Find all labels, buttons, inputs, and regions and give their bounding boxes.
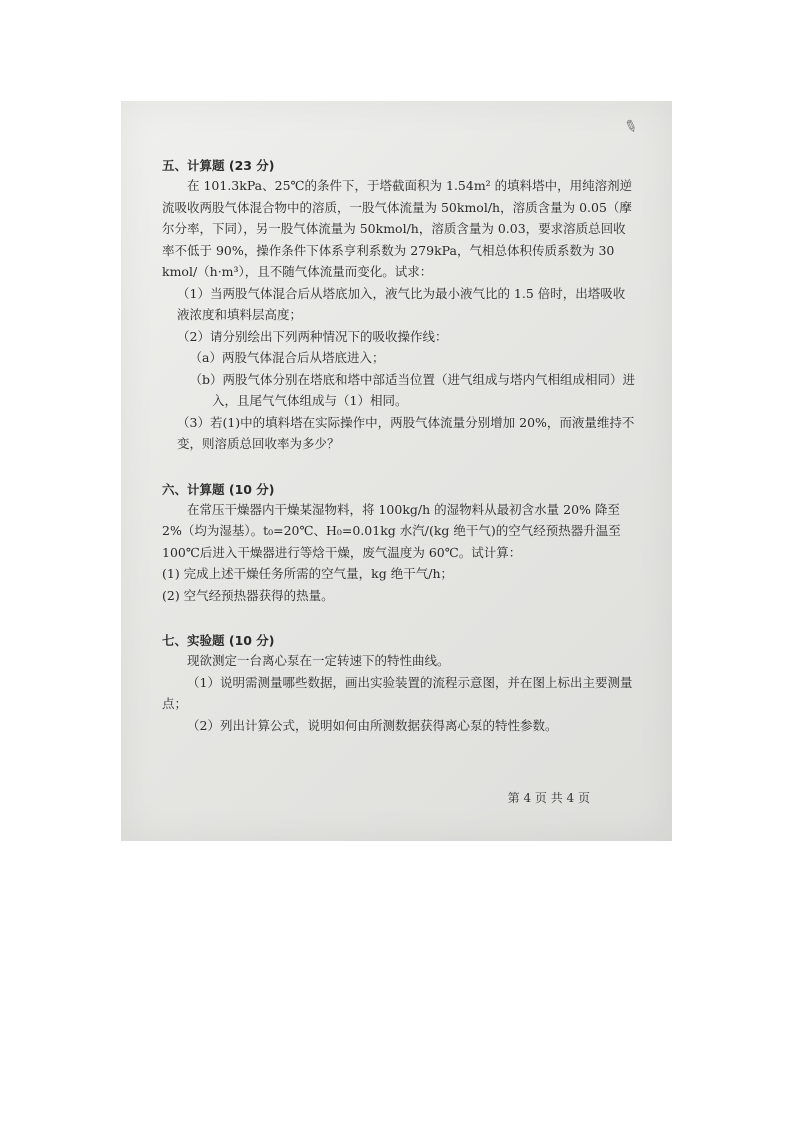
- section-6-question-2: (2) 空气经预热器获得的热量。: [162, 587, 334, 603]
- section-5-question-1: （1）当两股气体混合后从塔底加入，液气比为最小液气比的 1.5 倍时，出塔吸收液浓度和填料层高度；: [177, 285, 626, 322]
- page-number: 第 4 页 共 4 页: [507, 791, 590, 805]
- section-7-question-1: （1）说明需测量哪些数据，画出实验装置的流程示意图，并在图上标出主要测量点；: [162, 674, 633, 711]
- spacer: [162, 455, 637, 481]
- section-7: [162, 632, 637, 736]
- section-7-intro: 现欲测定一台离心泵在一定转速下的特性曲线。: [187, 653, 450, 668]
- page-content: [162, 157, 637, 736]
- section-5-question-2b: （b）两股气体分别在塔底和塔中部适当位置（进气组成与塔内气相组成相同）进入，且尾气气体组成与（1）相同。: [189, 371, 636, 408]
- section-6-question-1: (1) 完成上述干燥任务所需的空气量，kg 绝干气/h；: [162, 566, 453, 581]
- section-5-question-2: （2）请分别绘出下列两种情况下的吸收操作线：: [177, 328, 448, 344]
- scanned-page-photo: [121, 101, 672, 841]
- section-5-heading: 五、计算题 (23 分): [162, 158, 275, 173]
- folded-corner-icon: ✎: [621, 116, 640, 138]
- section-5-intro: 在 101.3kPa、25℃的条件下，于塔截面积为 1.54m² 的填料塔中，用纯溶剂逆流吸收两股气体混合物中的溶质，一股气体流量为 50kmol/h，溶质含量为 0.05（摩尔分率，下同），另一股气体流量为 50kmol/h，溶质含量为 0.03，要求溶质总回收率不低于 90%，操作条件下体系亨利系数为 279kPa，气相总体积传质系数为 30 kmol/（h·m³），且不随气体流量而变化。试求：: [162, 178, 633, 279]
- spacer: [162, 606, 637, 632]
- section-6-heading: 六、计算题 (10 分): [162, 481, 275, 497]
- section-7-question-2: （2）列出计算公式，说明如何由所测数据获得离心泵的特性参数。: [187, 717, 558, 733]
- section-5-question-3: （3）若(1)中的填料塔在实际操作中，两股气体流量分别增加 20%，而液量维持不变，则溶质总回收率为多少？: [177, 414, 635, 451]
- section-6: [162, 481, 637, 607]
- section-7-heading: 七、实验题 (10 分): [162, 633, 275, 648]
- section-5: [162, 157, 637, 455]
- section-6-intro: 在常压干燥器内干燥某湿物料，将 100kg/h 的湿物料从最初含水量 20% 降至 2%（均为湿基）。t₀=20℃、H₀=0.01kg 水汽/(kg 绝干气)的空气经预热器升温至 100℃后进入干燥器进行等焓干燥，废气温度为 60℃。试计算：: [162, 501, 621, 560]
- section-5-question-2a: （a）两股气体混合后从塔底进入；: [189, 350, 385, 365]
